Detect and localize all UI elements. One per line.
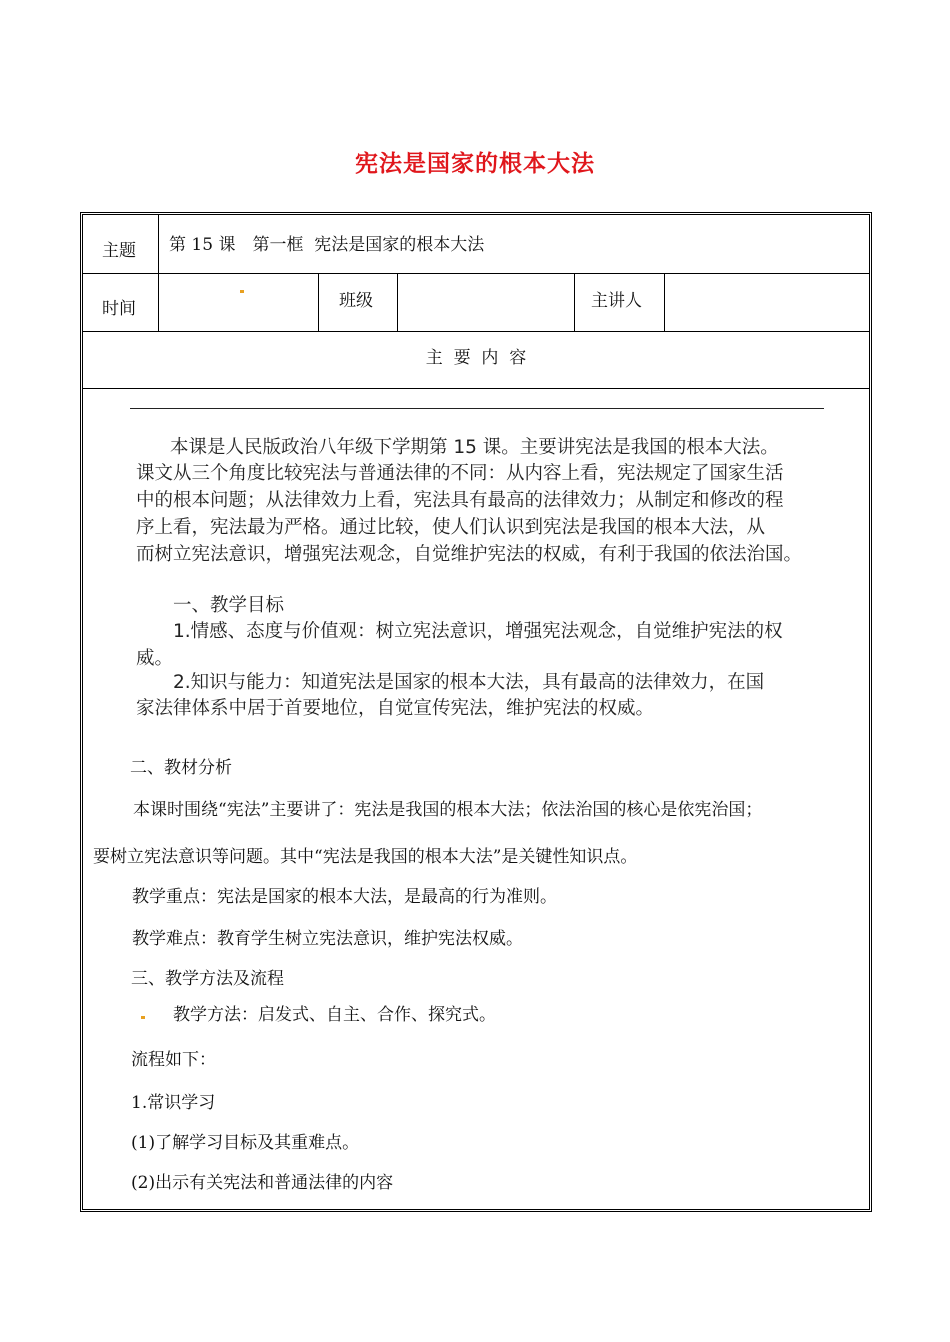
- flow-step: 1.常识学习: [131, 1093, 216, 1113]
- goal-item: 1.情感、态度与价值观：树立宪法意识，增强宪法观念，自觉维护宪法的权: [173, 621, 783, 642]
- col-divider: [664, 273, 665, 331]
- col-divider: [574, 273, 575, 331]
- speaker-label: 主讲人: [591, 291, 642, 311]
- topic-value: 第 15 课 第一框 宪法是国家的根本大法: [169, 235, 485, 255]
- analysis-paragraph: 要树立宪法意识等问题。其中“宪法是我国的根本大法”是关键性知识点。: [93, 847, 638, 867]
- difficult-point: 教学难点：教育学生树立宪法意识，维护宪法权威。: [132, 929, 523, 949]
- flow-label: 流程如下：: [131, 1050, 216, 1070]
- teaching-method: 教学方法：启发式、自主、合作、探究式。: [173, 1005, 496, 1025]
- methods-heading: 三、教学方法及流程: [131, 969, 284, 989]
- intro-line: 中的根本问题；从法律效力上看，宪法具有最高的法律效力；从制定和修改的程: [136, 490, 784, 511]
- flow-step: (2)出示有关宪法和普通法律的内容: [131, 1173, 394, 1193]
- page-title: 宪法是国家的根本大法: [355, 151, 595, 177]
- col-divider: [397, 273, 398, 331]
- goal-item: 家法律体系中居于首要地位，自觉宣传宪法，维护宪法的权威。: [136, 698, 655, 719]
- intro-line: 而树立宪法意识，增强宪法观念，自觉维护宪法的权威，有利于我国的依法治国。: [136, 544, 803, 565]
- key-point: 教学重点：宪法是国家的根本大法，是最高的行为准则。: [132, 887, 557, 907]
- mark-dot: [240, 290, 244, 293]
- col-divider: [318, 273, 319, 331]
- goal-item: 威。: [136, 648, 174, 669]
- goals-heading: 一、教学目标: [173, 595, 285, 616]
- row-divider: [83, 273, 869, 274]
- goal-item: 2.知识与能力：知道宪法是国家的根本大法，具有最高的法律效力，在国: [173, 672, 765, 693]
- row-divider: [83, 388, 869, 389]
- intro-line: 本课是人民版政治八年级下学期第 15 课。主要讲宪法是我国的根本大法。: [170, 437, 779, 458]
- main-content-label: 主 要 内 容: [425, 348, 527, 368]
- flow-step: (1)了解学习目标及其重难点。: [131, 1133, 360, 1153]
- col-divider: [158, 215, 159, 331]
- separator-line: [130, 408, 824, 409]
- intro-line: 课文从三个角度比较宪法与普通法律的不同：从内容上看，宪法规定了国家生活: [136, 463, 784, 484]
- analysis-paragraph: 本课时围绕“宪法”主要讲了：宪法是我国的根本大法；依法治国的核心是依宪治国；: [133, 800, 763, 820]
- row-divider: [83, 331, 869, 332]
- mark-dot: [141, 1016, 145, 1019]
- class-label: 班级: [339, 291, 373, 311]
- intro-line: 序上看，宪法最为严格。通过比较，使人们认识到宪法是我国的根本大法，从: [136, 517, 766, 538]
- topic-label: 主题: [102, 241, 136, 261]
- time-label: 时间: [102, 299, 136, 319]
- analysis-heading: 二、教材分析: [130, 758, 232, 778]
